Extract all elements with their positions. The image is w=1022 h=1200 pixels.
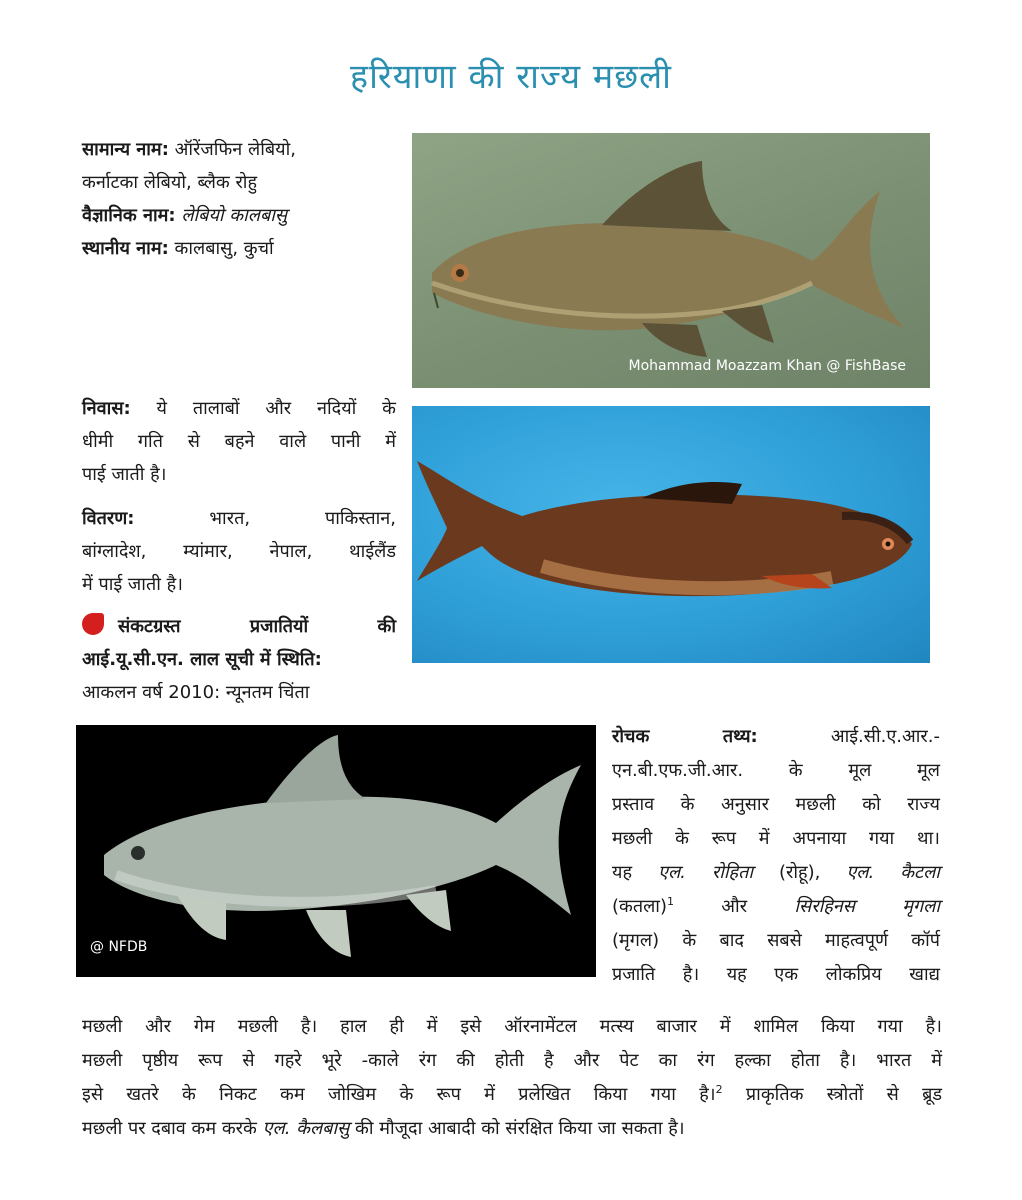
distribution-label: वितरण: <box>82 508 135 529</box>
common-name-label: सामान्य नाम: <box>82 139 169 160</box>
bottom-line-4-b: की मौजूदा आबादी को संरक्षित किया जा सकता है। <box>349 1118 685 1139</box>
bottom-species-calbasu: एल. कैलबासु <box>262 1118 350 1139</box>
fish-photo-3 <box>76 725 596 977</box>
photo-credit-nfdb: @ NFDB <box>90 939 148 955</box>
facts-line-3: प्रस्ताव के अनुसार मछली को राज्य <box>612 794 940 815</box>
facts-line-5-b: (रोहू), <box>779 862 821 883</box>
iucn-block <box>82 610 396 709</box>
facts-species-rohita: एल. रोहिता <box>657 862 754 883</box>
habitat-block <box>82 392 396 491</box>
scientific-name-label: वैज्ञानिक नाम: <box>82 205 176 226</box>
facts-line-7: (मृगल) के बाद सबसे माहत्वपूर्ण कॉर्प <box>612 930 940 951</box>
footnote-1: 1 <box>667 895 674 908</box>
habitat-label: निवास: <box>82 398 131 419</box>
photo-credit-fishbase: Mohammad Moazzam Khan @ FishBase <box>628 358 906 374</box>
habitat-line-2: धीमी गति से बहने वाले पानी में <box>82 431 396 452</box>
distribution-block <box>82 502 396 601</box>
distribution-line-2: बांग्लादेश, म्यांमार, नेपाल, थाईलैंड <box>82 541 396 562</box>
facts-species-catla: एल. कैटला <box>846 862 940 883</box>
facts-line-1: आई.सी.ए.आर.- <box>830 726 940 747</box>
fish-illustration-3 <box>76 725 596 977</box>
bottom-line-4-a: मछली पर दबाव कम करके <box>82 1118 263 1139</box>
footnote-2: 2 <box>715 1083 723 1096</box>
facts-block <box>612 720 940 992</box>
distribution-country-1: भारत, <box>209 508 251 529</box>
facts-line-5-a: यह <box>612 862 632 883</box>
iucn-word-1: संकटग्रस्त <box>118 616 181 637</box>
distribution-country-2: पाकिस्तान, <box>324 508 396 529</box>
fish-illustration-2 <box>412 406 930 663</box>
bottom-line-1: मछली और गेम मछली है। हाल ही में इसे ऑरनामेंटल मत्स्य बाजार में शामिल किया गया है। <box>82 1016 942 1037</box>
common-name-value-2: कर्नाटका लेबियो, ब्लैक रोहु <box>82 172 258 193</box>
common-name-value-1: ऑरेंजफिन लेबियो, <box>174 139 296 160</box>
facts-line-8: प्रजाति है। यह एक लोकप्रिय खाद्य <box>612 964 940 985</box>
iucn-word-3: की <box>377 616 396 637</box>
local-name-value: कालबासु, कुर्चा <box>174 238 274 259</box>
iucn-status-icon <box>82 613 104 635</box>
scientific-name-value: लेबियो कालबासु <box>181 205 288 226</box>
facts-line-6-b: और <box>721 896 748 917</box>
facts-line-2: एन.बी.एफ.जी.आर. के मूल मूल <box>612 760 940 781</box>
page-title: हरियाणा की राज्य मछली <box>350 57 672 97</box>
iucn-assessment: आकलन वर्ष 2010: न्यूनतम चिंता <box>82 682 310 703</box>
local-name-label: स्थानीय नाम: <box>82 238 169 259</box>
habitat-line-1: ये तालाबों और नदियों के <box>156 398 396 419</box>
facts-line-4: मछली के रूप में अपनाया गया था। <box>612 828 940 849</box>
iucn-word-2: प्रजातियों <box>249 616 309 637</box>
habitat-line-3: पाई जाती है। <box>82 464 167 485</box>
fish-photo-2 <box>412 406 930 663</box>
facts-species-mrigala: सिरहिनस मृगला <box>794 896 940 917</box>
fish-photo-1 <box>412 133 930 388</box>
iucn-red-list-label: आई.यू.सी.एन. लाल सूची में स्थिति: <box>82 649 322 670</box>
facts-label: रोचक तथ्य: <box>612 726 758 747</box>
distribution-line-3: में पाई जाती है। <box>82 574 183 595</box>
bottom-paragraph <box>82 1010 942 1146</box>
facts-line-6-a: (कतला) <box>612 896 667 917</box>
bottom-line-3-b: प्राकृतिक स्त्रोतों से ब्रूड <box>722 1084 943 1105</box>
species-info <box>82 133 400 265</box>
bottom-line-3-a: इसे खतरे के निकट कम जोखिम के रूप में प्रलेखित किया गया है। <box>82 1084 716 1105</box>
bottom-line-2: मछली पृष्ठीय रूप से गहरे भूरे -काले रंग की होती है और पेट का रंग हल्का होता है। भारत में <box>82 1050 942 1071</box>
fish-illustration-1 <box>412 133 930 388</box>
